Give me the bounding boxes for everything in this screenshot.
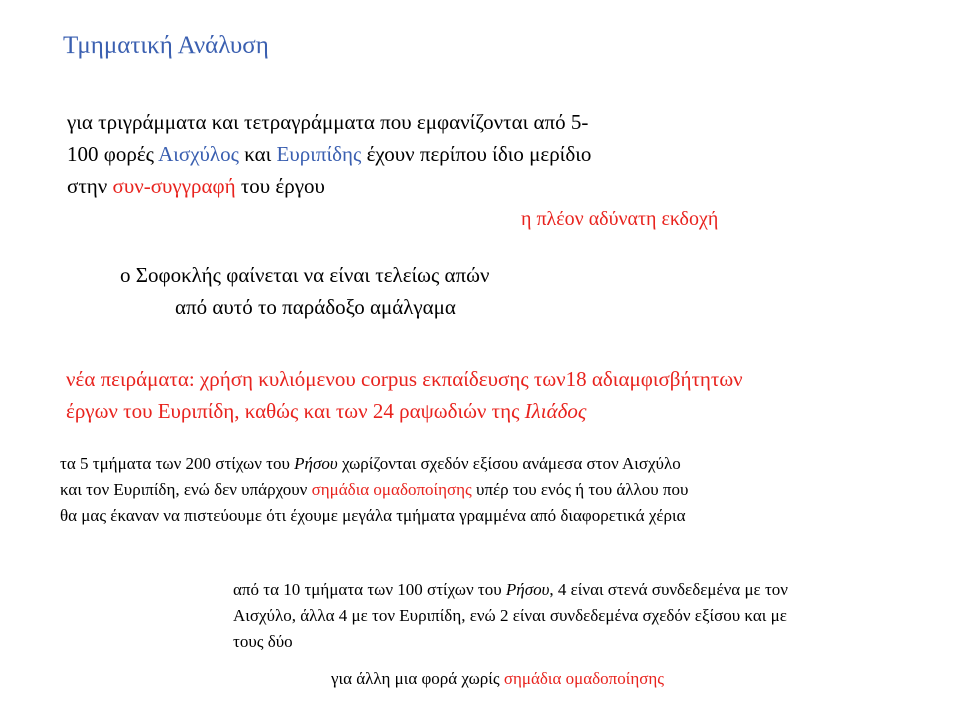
paragraph-five-segments-line-2 (60, 477, 688, 503)
paragraph-sophocles-line-2: από αυτό το παράδοξο αμάλγαμα (175, 295, 456, 319)
text-segment: έχουν περίπου ίδιο μερίδιο (361, 142, 592, 166)
text-segment: χωρίζονται σχεδόν εξίσου ανάμεσα στον Αισχύλο (337, 454, 681, 473)
paragraph-five-segments-line-3: θα μας έκαναν να πιστεύουμε ότι έχουμε μεγάλα τμήματα γραμμένα από διαφορετικά χέρια (60, 506, 686, 525)
text-segment: 100 φορές (67, 142, 159, 166)
rhesus-title: Ρήσου (294, 454, 338, 473)
paragraph-sophocles (120, 259, 489, 323)
paragraph-trigrams-line-2 (67, 138, 767, 170)
paragraph-sophocles-line-1: ο Σοφοκλής φαίνεται να είναι τελείως απών (120, 263, 490, 287)
paragraph-once-again (331, 666, 664, 692)
text-segment: και (238, 142, 277, 166)
text-segment: από τα 10 τμήματα των 100 στίχων του (233, 580, 506, 599)
author-euripides: Ευριπίδης (276, 142, 362, 166)
rhesus-title: Ρήσου (505, 580, 550, 599)
paragraph-five-segments-line-1 (60, 451, 688, 477)
text-segment: τα 5 τμήματα των 200 στίχων του (60, 454, 295, 473)
slide-title: Τμηματική Ανάλυση (63, 32, 269, 59)
clustering-term: σημάδια ομαδοποίησης (503, 669, 665, 688)
text-segment: του έργου (235, 174, 325, 198)
paragraph-new-experiments-line-2 (66, 395, 743, 427)
text-segment: στην (67, 174, 113, 198)
iliad-title: Ιλιάδος (524, 399, 587, 423)
paragraph-new-experiments-line-1: νέα πειράματα: χρήση κυλιόμενου corpus εκπαίδευσης των18 αδιαμφισβήτητων (66, 367, 743, 391)
text-segment: και τον Ευριπίδη, ενώ δεν υπάρχουν (60, 480, 312, 499)
text-segment: υπέρ του ενός ή του άλλου που (471, 480, 689, 499)
least-likely-note: η πλέον αδύνατη εκδοχή (521, 208, 719, 230)
clustering-term: σημάδια ομαδοποίησης (311, 480, 472, 499)
paragraph-trigrams-line-3 (67, 170, 767, 202)
paragraph-trigrams (67, 106, 767, 202)
paragraph-ten-segments-line-2: Αισχύλο, άλλα 4 με τον Ευριπίδη, ενώ 2 είναι συνδεδεμένα σχεδόν εξίσου και με (233, 606, 787, 625)
text-segment: για άλλη μια φορά χωρίς (331, 669, 504, 688)
paragraph-ten-segments-line-1 (233, 577, 788, 603)
paragraph-five-segments (60, 451, 688, 529)
paragraph-ten-segments (233, 577, 788, 655)
paragraph-ten-segments-line-3: τους δύο (233, 632, 293, 651)
author-aeschylus: Αισχύλος (158, 142, 239, 166)
co-authorship-term: συν-συγγραφή (112, 174, 236, 198)
text-segment: , 4 είναι στενά συνδεδεμένα με τον (549, 580, 788, 599)
paragraph-trigrams-line-1: για τριγράμματα και τετραγράμματα που εμφανίζονται από 5- (67, 110, 589, 134)
paragraph-new-experiments (66, 363, 743, 427)
text-segment: έργων του Ευριπίδη, καθώς και των 24 ραψωδιών της (66, 399, 525, 423)
